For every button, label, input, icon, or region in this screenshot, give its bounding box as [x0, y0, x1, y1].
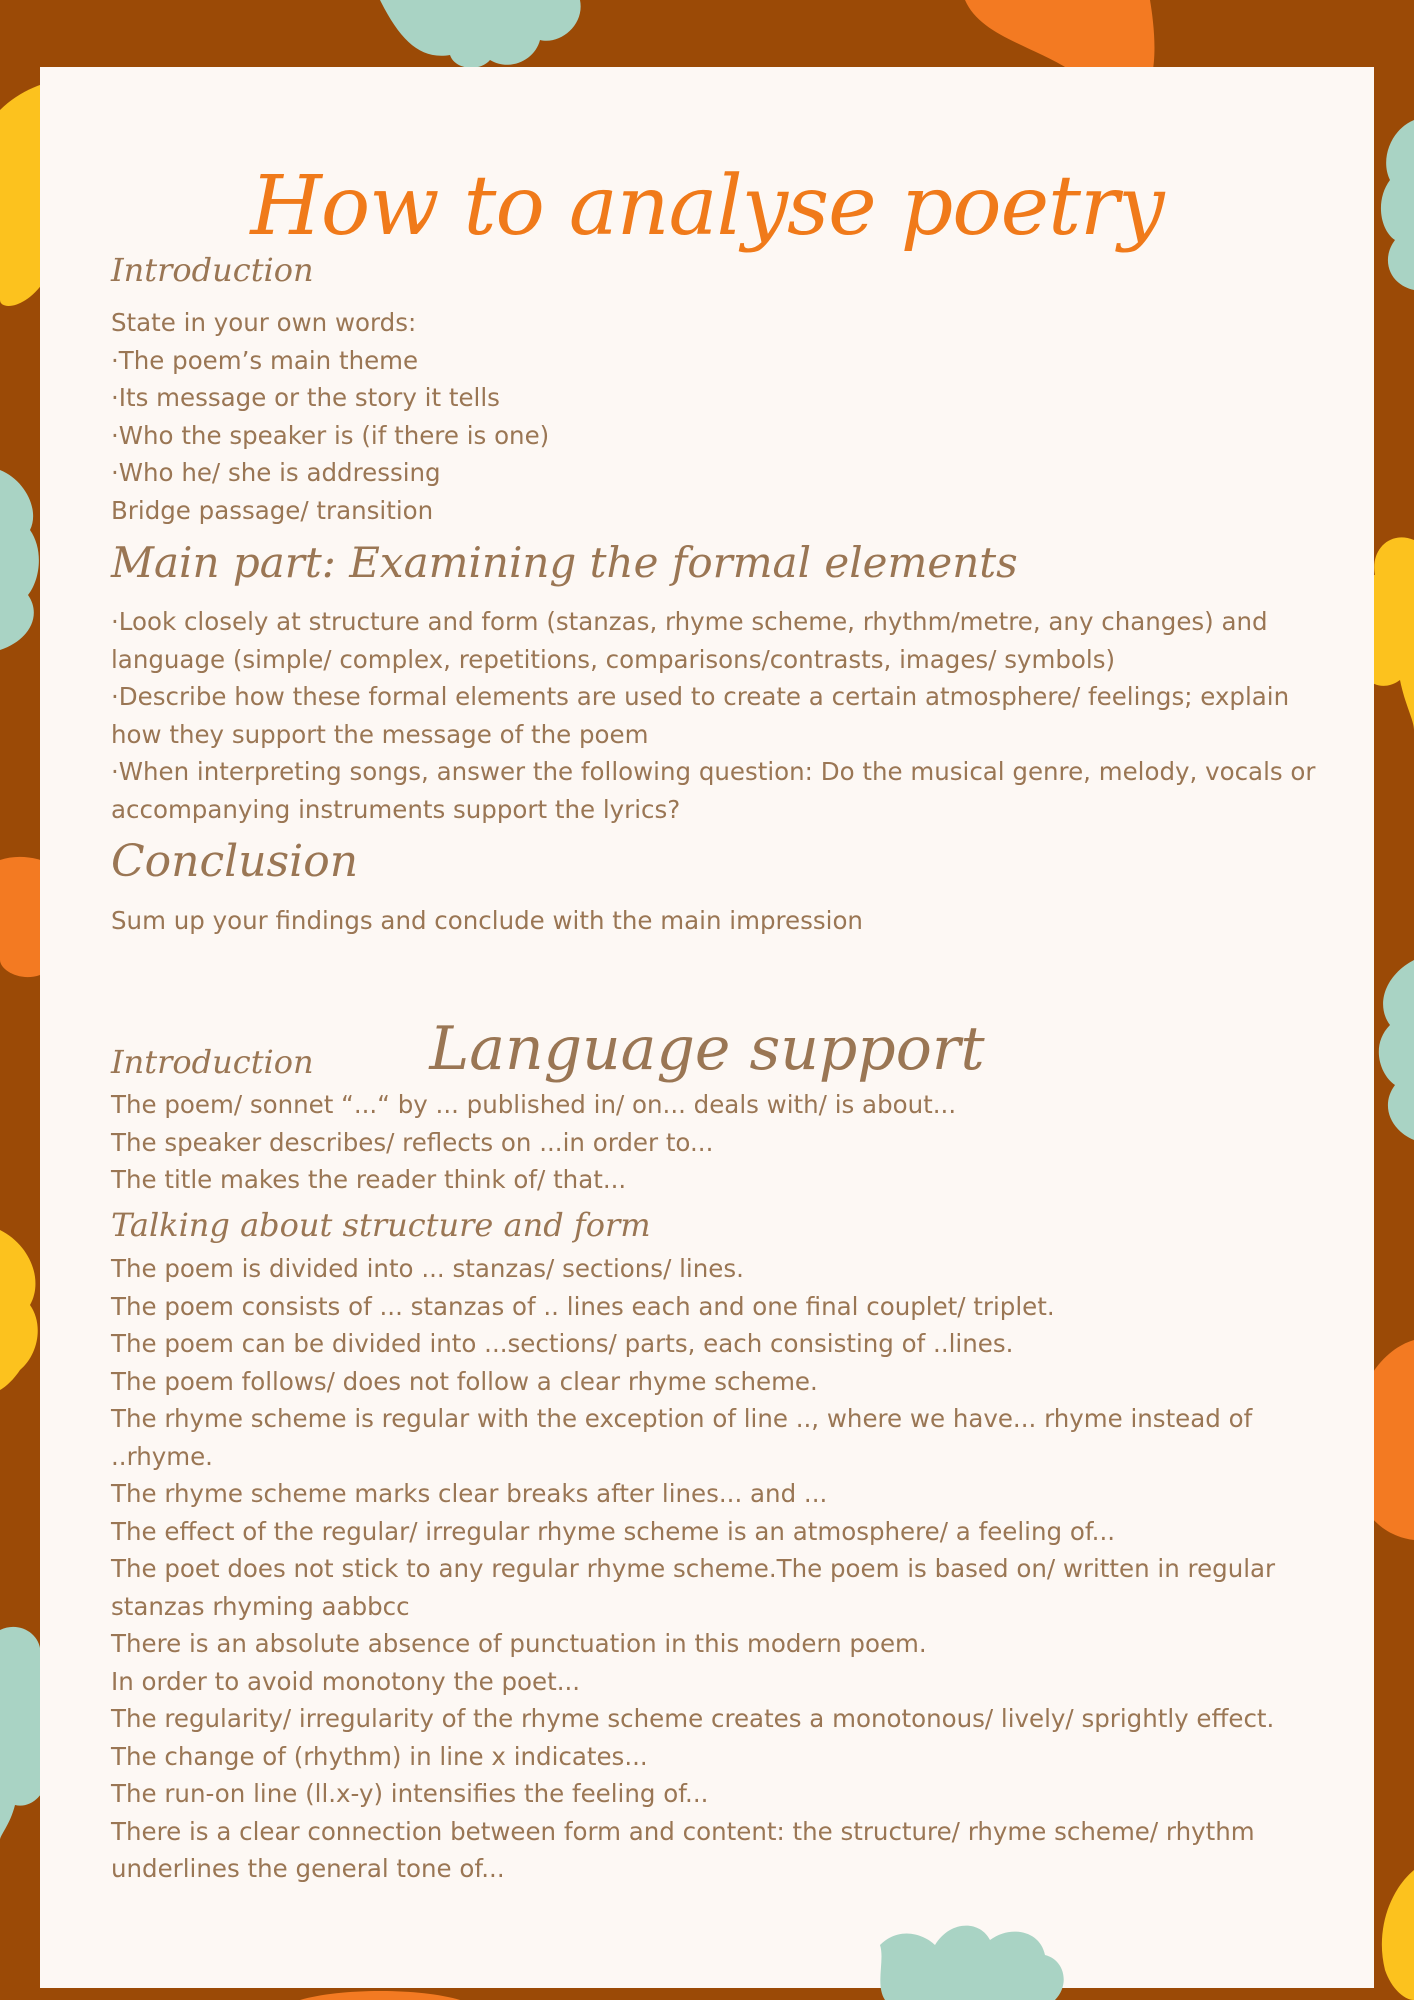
leaf-mint-top-icon	[360, 0, 590, 75]
text-line: ·When interpreting songs, answer the following question: Do the musical genre, melody, vocals or	[111, 757, 1316, 786]
text-line: The title makes the reader think of/ that...	[111, 1165, 627, 1194]
text-line: There is a clear connection between form and content: the structure/ rhyme scheme/ rhythm	[111, 1816, 1255, 1846]
main-part-text	[111, 603, 1351, 828]
text-line: accompanying instruments support the lyrics?	[111, 794, 681, 824]
structure-text	[111, 1250, 1351, 1888]
language-intro-heading: Introduction	[111, 1043, 314, 1081]
text-line: The poem consists of ... stanzas of .. lines each and one final couplet/ triplet.	[111, 1291, 1055, 1321]
text-line: ·Who the speaker is (if there is one)	[111, 420, 550, 450]
text-line: how they support the message of the poem	[111, 719, 649, 749]
text-line: underlines the general tone of...	[111, 1854, 505, 1883]
leaf-mint-bottom-icon	[880, 1915, 1070, 2000]
conclusion-heading: Conclusion	[111, 836, 359, 887]
leaf-mint-left-icon	[0, 470, 44, 650]
introduction-heading: Introduction	[111, 251, 314, 289]
language-support-title: Language support	[429, 1014, 985, 1084]
text-line: The rhyme scheme is regular with the exception of line .., where we have... rhyme instead of	[111, 1404, 1253, 1433]
text-line: Bridge passage/ transition	[111, 495, 434, 525]
text-line: The effect of the regular/ irregular rhyme scheme is an atmosphere/ a feeling of...	[111, 1516, 1116, 1546]
text-line: The change of (rhythm) in line x indicates...	[111, 1741, 648, 1771]
text-line: ..rhyme.	[111, 1441, 213, 1471]
text-line: The run-on line (ll.x-y) intensifies the feeling of...	[111, 1779, 709, 1808]
text-line: The poet does not stick to any regular rhyme scheme.The poem is based on/ written in regular	[111, 1554, 1276, 1583]
text-line: ·Its message or the story it tells	[111, 383, 500, 412]
text-line: The speaker describes/ reflects on ...in order to...	[111, 1127, 714, 1157]
structure-heading: Talking about structure and form	[111, 1206, 651, 1244]
text-line: The poem/ sonnet “...“ by ... published in/ on... deals with/ is about...	[111, 1090, 957, 1119]
text-line: The poem is divided into ... stanzas/ sections/ lines.	[111, 1254, 744, 1283]
text-line: There is an absolute absence of punctuation in this modern poem.	[111, 1629, 927, 1658]
text-line: The rhyme scheme marks clear breaks after lines... and ...	[111, 1479, 828, 1508]
text-line: ·Describe how these formal elements are used to create a certain atmosphere/ feelings; explain	[111, 682, 1290, 711]
text-line: State in your own words:	[111, 308, 417, 337]
main-part-heading: Main part: Examining the formal elements	[111, 538, 1018, 587]
content-sheet	[40, 67, 1374, 1988]
text-line: The poem can be divided into ...sections/ parts, each consisting of ..lines.	[111, 1329, 1014, 1358]
leaf-mint-right-icon	[1370, 120, 1414, 290]
leaf-yellow-left-lower-icon	[0, 1230, 44, 1390]
conclusion-text	[111, 902, 1351, 940]
introduction-text	[111, 304, 1351, 529]
text-line: ·Look closely at structure and form (stanzas, rhyme scheme, rhythm/metre, any changes) and	[111, 607, 1268, 636]
leaf-orange-bottom-icon	[300, 1988, 460, 2000]
text-line: language (simple/ complex, repetitions, comparisons/contrasts, images/ symbols)	[111, 644, 1116, 674]
page-title: How to analyse poetry	[250, 159, 1164, 254]
text-line: ·Who he/ she is addressing	[111, 458, 441, 487]
leaf-yellow-right-bottom-icon	[1370, 1870, 1414, 2000]
text-line: Sum up your findings and conclude with the main impression	[111, 906, 863, 935]
text-line: In order to avoid monotony the poet...	[111, 1666, 581, 1696]
text-line: The regularity/ irregularity of the rhyme scheme creates a monotonous/ lively/ sprightly effect.	[111, 1704, 1275, 1733]
text-line: ·The poem’s main theme	[111, 345, 419, 375]
text-line: The poem follows/ does not follow a clear rhyme scheme.	[111, 1366, 818, 1396]
language-intro-text	[111, 1086, 1351, 1199]
text-line: stanzas rhyming aabbcc	[111, 1591, 410, 1621]
